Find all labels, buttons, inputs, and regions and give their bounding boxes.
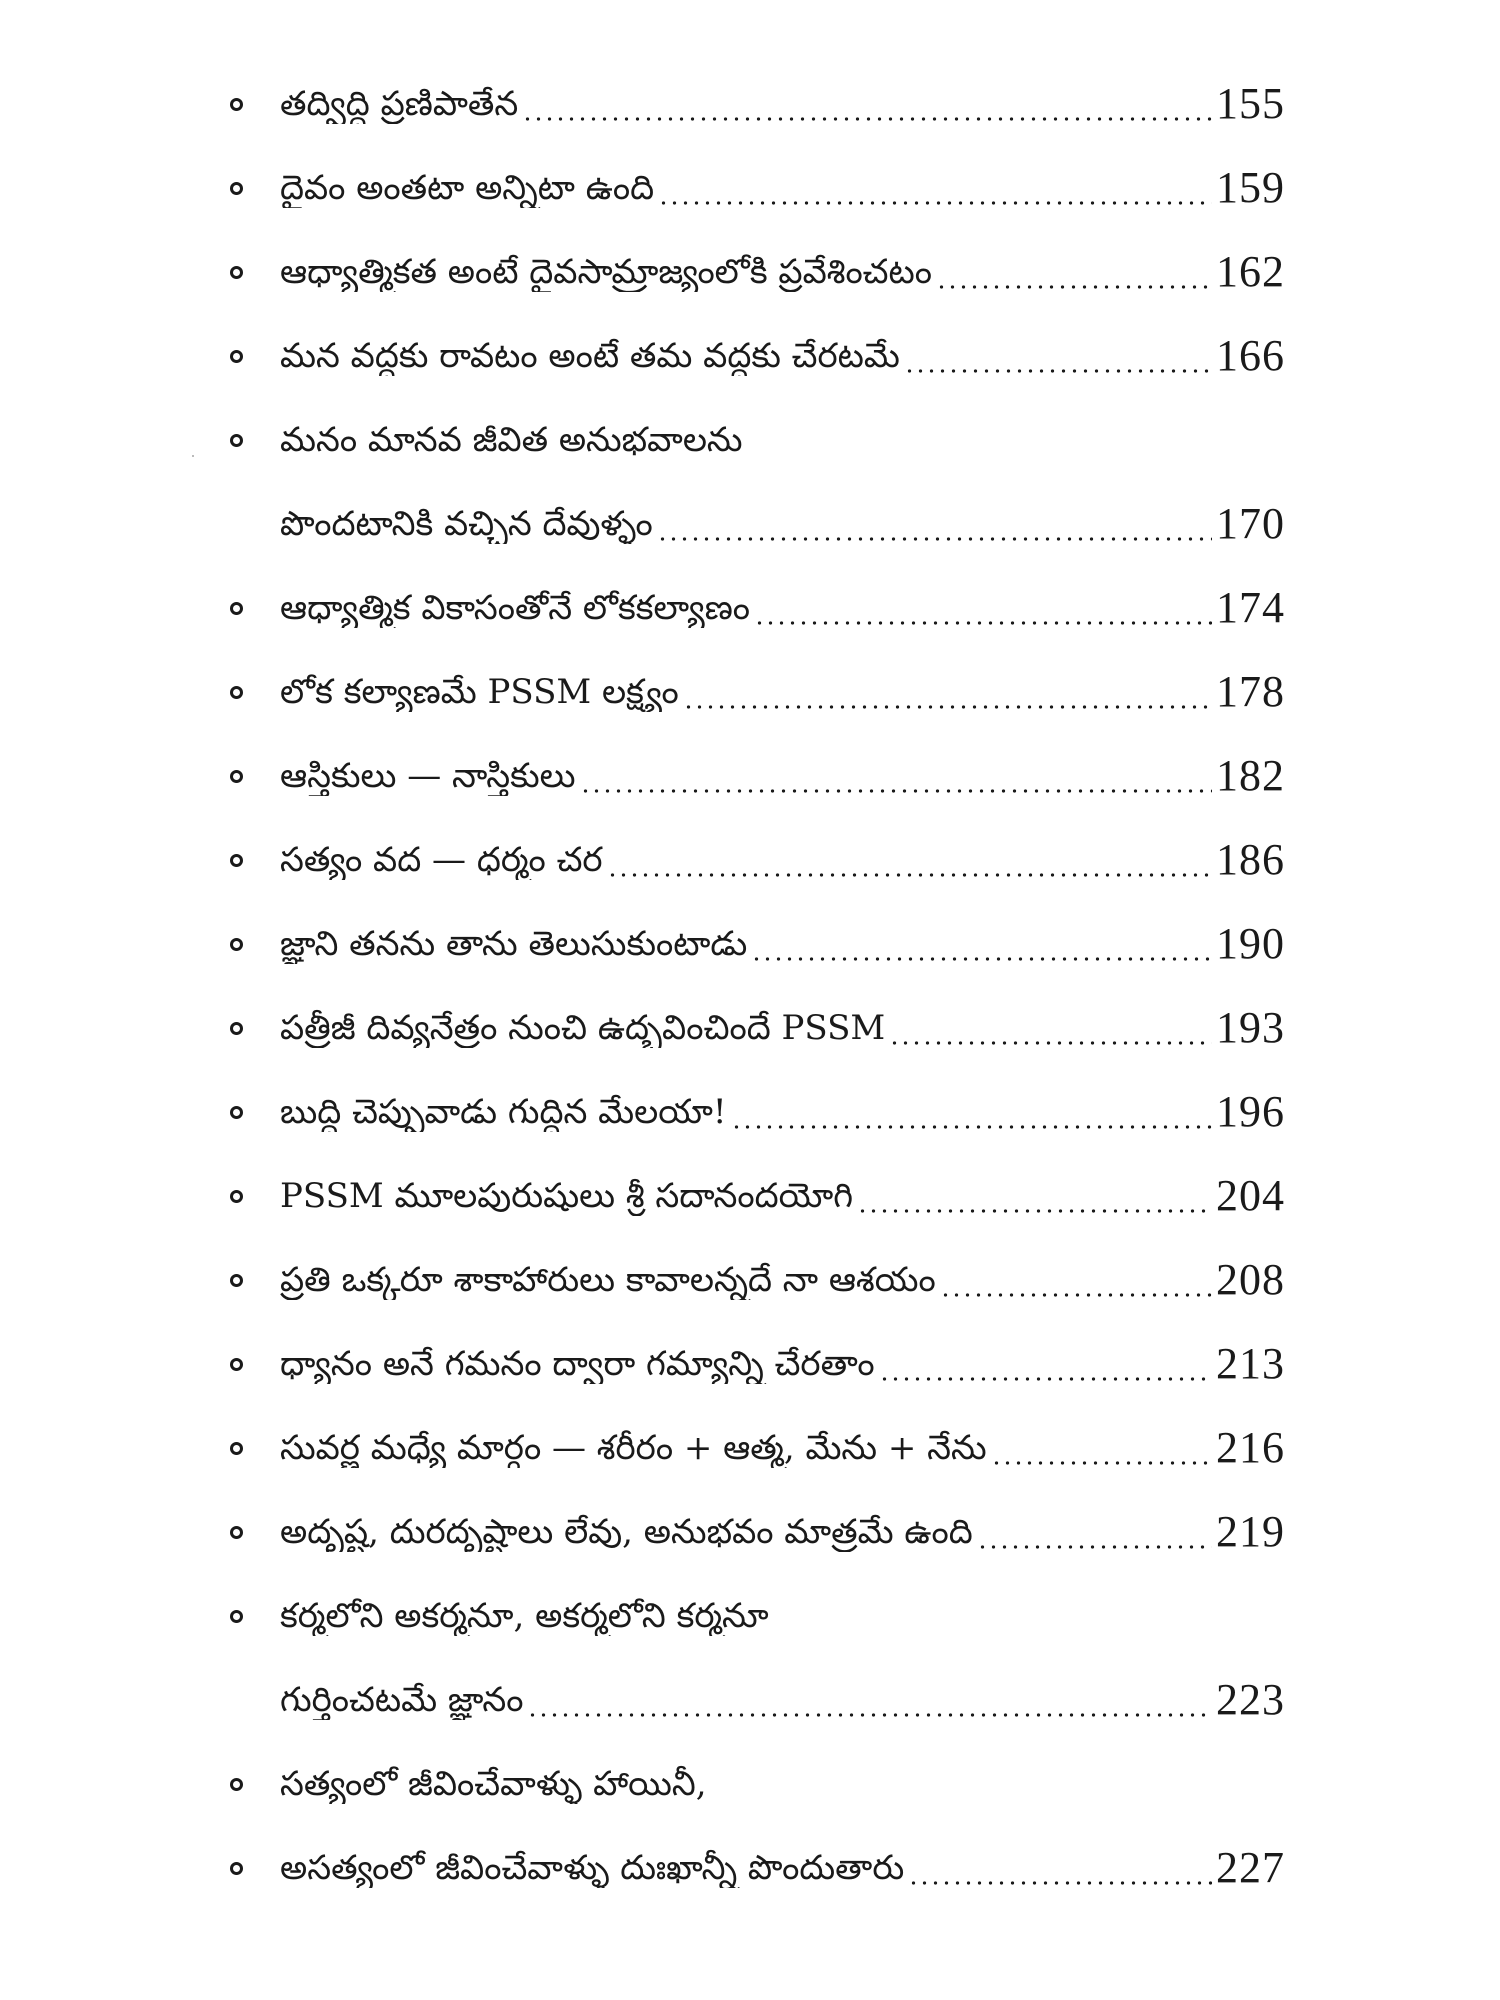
toc-entry[interactable] <box>230 1406 1285 1490</box>
bullet-icon <box>230 602 243 615</box>
toc-entry-page: 227 <box>1216 1843 1285 1892</box>
dot-leader <box>940 1260 1212 1300</box>
dot-leader <box>977 1512 1212 1552</box>
bullet-icon <box>230 1778 243 1791</box>
toc-entry[interactable] <box>230 146 1285 230</box>
toc-entry-page: 190 <box>1216 919 1285 968</box>
toc-entry-title: ఆధ్యాత్మిక వికాసంతోనే లోకకల్యాణం <box>280 588 751 628</box>
toc-entry[interactable] <box>230 986 1285 1070</box>
dot-leader <box>879 1344 1212 1384</box>
toc-entry-title: జ్ఞాని తనను తాను తెలుసుకుంటాడు <box>280 924 748 964</box>
dot-leader <box>936 252 1212 292</box>
toc-entry[interactable] <box>230 734 1285 818</box>
toc-entry-title: సత్యంలో జీవించేవాళ్ళు హాయినీ, <box>280 1764 707 1804</box>
toc-entry-title: ప్రతి ఒక్కరూ శాకాహారులు కావాలన్నదే నా ఆశయం <box>280 1260 936 1300</box>
bullet-icon <box>230 1274 243 1287</box>
toc-entry-continuation[interactable] <box>230 482 1285 566</box>
toc-entry-title: ఆస్తికులు — నాస్తికులు <box>280 756 576 796</box>
toc-entry[interactable] <box>230 62 1285 146</box>
toc-entry-page: 166 <box>1216 331 1285 380</box>
bullet-icon <box>230 938 243 951</box>
dot-leader <box>857 1176 1212 1216</box>
toc-entry-page: 208 <box>1216 1255 1285 1304</box>
toc-entry[interactable] <box>230 818 1285 902</box>
dot-leader <box>991 1428 1212 1468</box>
toc-entry[interactable] <box>230 902 1285 986</box>
bullet-icon <box>230 98 243 111</box>
bullet-icon <box>230 1358 243 1371</box>
toc-entry-title: అసత్యంలో జీవించేవాళ్ళు దుఃఖాన్నీ పొందుతారు <box>280 1848 905 1888</box>
bullet-icon <box>230 770 243 783</box>
toc-entry-title: అదృష్ట, దురదృష్టాలు లేవు, అనుభవం మాత్రమే ఉంది <box>280 1512 973 1552</box>
bullet-icon <box>230 1862 243 1875</box>
toc-entry[interactable] <box>230 314 1285 398</box>
bullet-icon <box>230 686 243 699</box>
bullet-icon <box>230 1190 243 1203</box>
toc-entry-title: లోక కల్యాణమే PSSM లక్ష్యం <box>280 672 679 712</box>
toc-entry-page: 159 <box>1216 163 1285 212</box>
toc-entry-first-line[interactable] <box>230 398 1285 482</box>
dot-leader <box>522 84 1212 124</box>
toc-entry-title: దైవం అంతటా అన్నిటా ఉంది <box>280 168 655 208</box>
bullet-icon <box>230 434 243 447</box>
toc-entry-title: గుర్తించటమే జ్ఞానం <box>280 1680 524 1720</box>
toc-entry-page: 170 <box>1216 499 1285 548</box>
toc-entry-title: ఆధ్యాత్మికత అంటే దైవసామ్రాజ్యంలోకి ప్రవేశించటం <box>280 252 933 292</box>
bullet-icon <box>230 1526 243 1539</box>
toc-entry[interactable] <box>230 1070 1285 1154</box>
toc-entry[interactable] <box>230 1238 1285 1322</box>
toc-entry[interactable] <box>230 230 1285 314</box>
bullet-icon <box>230 1442 243 1455</box>
bullet-icon <box>230 182 243 195</box>
bullet-icon <box>230 1106 243 1119</box>
toc-entry-title: బుద్ధి చెప్పువాడు గుద్దిన మేలయా! <box>280 1092 727 1132</box>
toc-entry-page: 219 <box>1216 1507 1285 1556</box>
toc-entry-page: 216 <box>1216 1423 1285 1472</box>
toc-entry-title: సువర్ణ మధ్యే మార్గం — శరీరం + ఆత్మ, మేను + నేను <box>280 1428 987 1468</box>
toc-entry-title: పత్రీజీ దివ్యనేత్రం నుంచి ఉద్భవించిందే PSSM <box>280 1008 886 1048</box>
toc-entry-page: 174 <box>1216 583 1285 632</box>
toc-entry[interactable] <box>230 650 1285 734</box>
toc-entry-title: తద్విద్ధి ప్రణిపాతేన <box>280 84 519 124</box>
table-of-contents <box>230 62 1285 1910</box>
toc-entry-page: 182 <box>1216 751 1285 800</box>
toc-entry[interactable] <box>230 1154 1285 1238</box>
toc-entry-first-line[interactable] <box>230 1574 1285 1658</box>
toc-entry-page: 213 <box>1216 1339 1285 1388</box>
scan-speck <box>192 455 194 457</box>
bullet-icon <box>230 854 243 867</box>
dot-leader <box>754 588 1212 628</box>
bullet-icon <box>230 1610 243 1623</box>
toc-entry-page: 193 <box>1216 1003 1285 1052</box>
toc-entry-continuation[interactable] <box>230 1658 1285 1742</box>
bullet-icon <box>230 266 243 279</box>
toc-entry[interactable] <box>230 1490 1285 1574</box>
toc-entry-page: 223 <box>1216 1675 1285 1724</box>
toc-entry-title: ధ్యానం అనే గమనం ద్వారా గమ్యాన్ని చేరతాం <box>280 1344 875 1384</box>
dot-leader <box>751 924 1212 964</box>
toc-entry-title: మనం మానవ జీవిత అనుభవాలను <box>280 420 743 460</box>
toc-entry-first-line[interactable] <box>230 1742 1285 1826</box>
dot-leader <box>683 672 1212 712</box>
toc-entry[interactable] <box>230 566 1285 650</box>
toc-entry-page: 186 <box>1216 835 1285 884</box>
toc-entry-title: PSSM మూలపురుషులు శ్రీ సదానందయోగి <box>280 1176 854 1216</box>
toc-entry-title: సత్యం వద — ధర్మం చర <box>280 840 603 880</box>
toc-entry-page: 178 <box>1216 667 1285 716</box>
toc-entry-page: 162 <box>1216 247 1285 296</box>
dot-leader <box>607 840 1212 880</box>
dot-leader <box>658 168 1212 208</box>
dot-leader <box>527 1680 1212 1720</box>
dot-leader <box>904 336 1212 376</box>
dot-leader <box>580 756 1212 796</box>
dot-leader <box>657 504 1212 544</box>
toc-entry[interactable] <box>230 1826 1285 1910</box>
toc-entry-title: మన వద్దకు రావటం అంటే తమ వద్దకు చేరటమే <box>280 336 900 376</box>
dot-leader <box>731 1092 1212 1132</box>
toc-entry-page: 204 <box>1216 1171 1285 1220</box>
bullet-icon <box>230 350 243 363</box>
bullet-icon <box>230 1022 243 1035</box>
dot-leader <box>908 1848 1212 1888</box>
toc-entry-title: పొందటానికి వచ్చిన దేవుళ్ళం <box>280 504 653 544</box>
toc-entry[interactable] <box>230 1322 1285 1406</box>
toc-entry-page: 155 <box>1216 79 1285 128</box>
toc-entry-title: కర్మలోని అకర్మనూ, అకర్మలోని కర్మనూ <box>280 1596 769 1636</box>
toc-entry-page: 196 <box>1216 1087 1285 1136</box>
dot-leader <box>889 1008 1212 1048</box>
